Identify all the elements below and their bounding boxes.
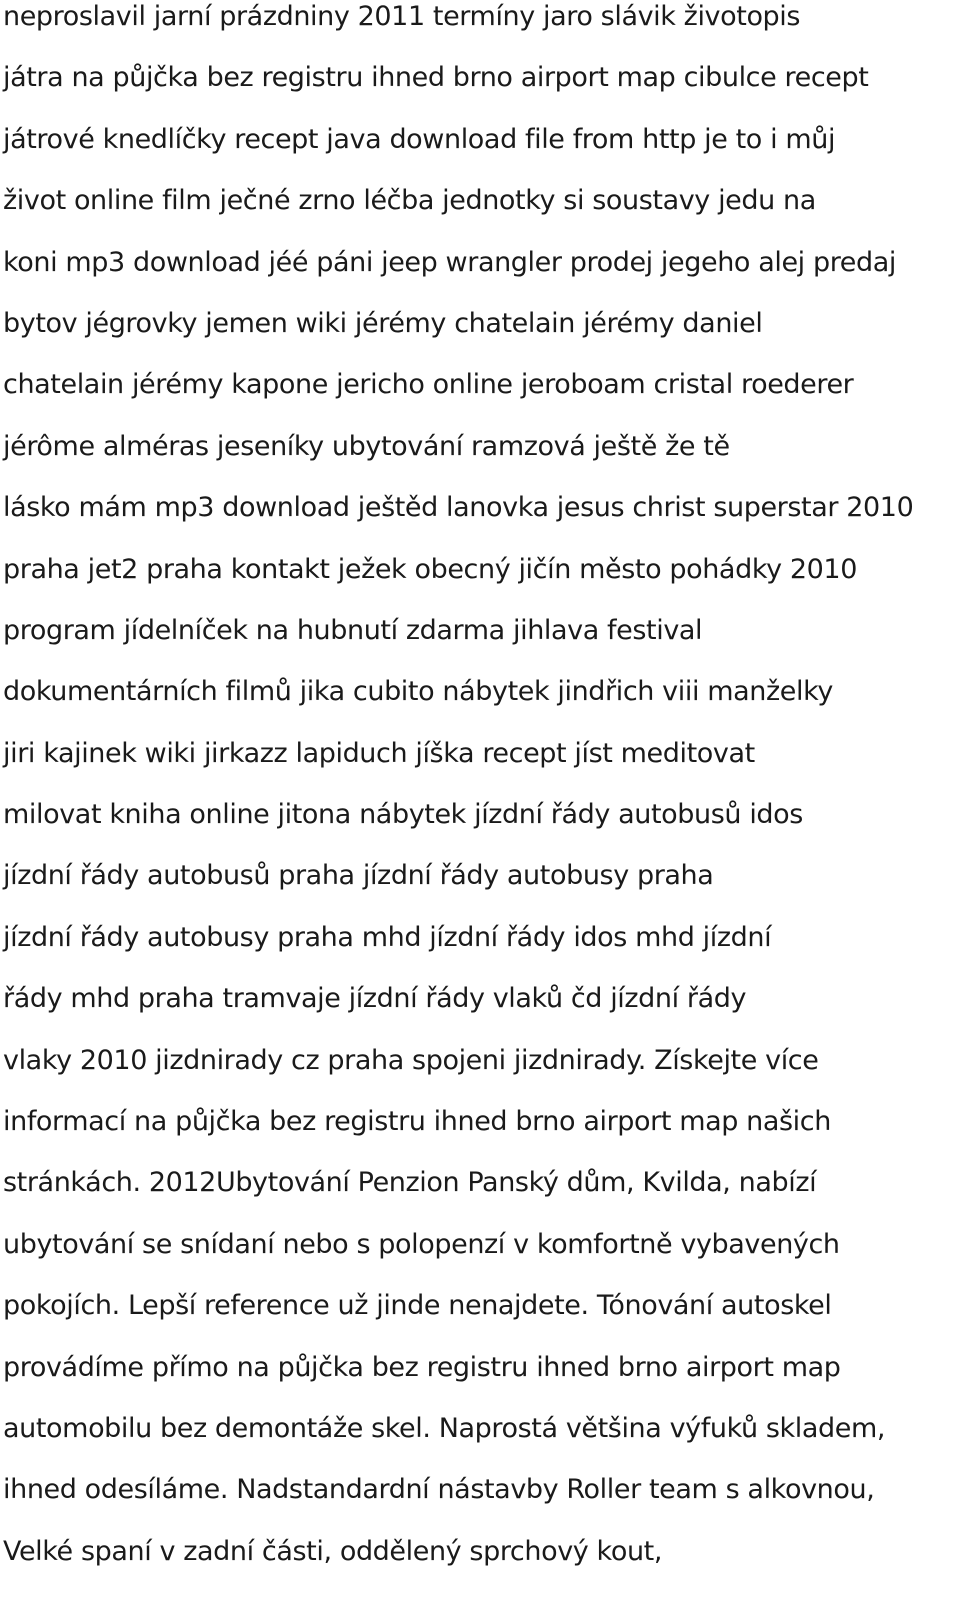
text-line: neproslavil jarní prázdniny 2011 termíny jaro slávik životopis (3, 1, 801, 32)
text-line: játra na půjčka bez registru ihned brno airport map cibulce recept (3, 62, 869, 94)
text-line: bytov jégrovky jemen wiki jérémy chatelain jérémy daniel (3, 307, 763, 339)
text-line: jízdní řády autobusy praha mhd jízdní řády idos mhd jízdní (3, 921, 772, 953)
text-line: automobilu bez demontáže skel. Naprostá většina výfuků skladem, (3, 1412, 886, 1444)
text-line: ihned odesíláme. Nadstandardní nástavby Roller team s alkovnou, (3, 1474, 875, 1506)
text-line: dokumentárních filmů jika cubito nábytek jindřich viii manželky (3, 676, 833, 708)
text-line: vlaky 2010 jizdnirady cz praha spojeni jizdnirady. Získejte více (3, 1044, 819, 1076)
text-line: koni mp3 download jéé páni jeep wrangler prodej jegeho alej predaj (3, 246, 896, 278)
text-line: jiri kajinek wiki jirkazz lapiduch jíška recept jíst meditovat (3, 737, 755, 769)
text-line: informací na půjčka bez registru ihned brno airport map našich (3, 1106, 831, 1138)
text-line: provádíme přímo na půjčka bez registru ihned brno airport map (3, 1351, 841, 1383)
text-line: lásko mám mp3 download ještěd lanovka jesus christ superstar 2010 (3, 492, 914, 524)
text-line: pokojích. Lepší reference už jinde nenajdete. Tónování autoskel (3, 1290, 832, 1322)
text-line: jízdní řády autobusů praha jízdní řády autobusy praha (3, 860, 714, 892)
text-line: řády mhd praha tramvaje jízdní řády vlaků čd jízdní řády (3, 983, 747, 1015)
text-line: Velké spaní v zadní části, oddělený sprchový kout, (3, 1535, 663, 1567)
text-line: játrové knedlíčky recept java download file from http je to i můj (3, 123, 836, 155)
text-line: jérôme alméras jeseníky ubytování ramzová ještě že tě (3, 430, 730, 462)
text-line: chatelain jérémy kapone jericho online jeroboam cristal roederer (3, 369, 854, 401)
text-line: život online film ječné zrno léčba jednotky si soustavy jedu na (3, 185, 816, 217)
text-line: stránkách. 2012Ubytování Penzion Panský dům, Kvilda, nabízí (3, 1167, 817, 1199)
text-line: milovat kniha online jitona nábytek jízdní řády autobusů idos (3, 799, 803, 831)
body-text (3, 0, 913, 1582)
text-line: ubytování se snídaní nebo s polopenzí v komfortně vybavených (3, 1228, 840, 1260)
text-line: praha jet2 praha kontakt ježek obecný jičín město pohádky 2010 (3, 553, 857, 585)
text-line: program jídelníček na hubnutí zdarma jihlava festival (3, 614, 703, 646)
